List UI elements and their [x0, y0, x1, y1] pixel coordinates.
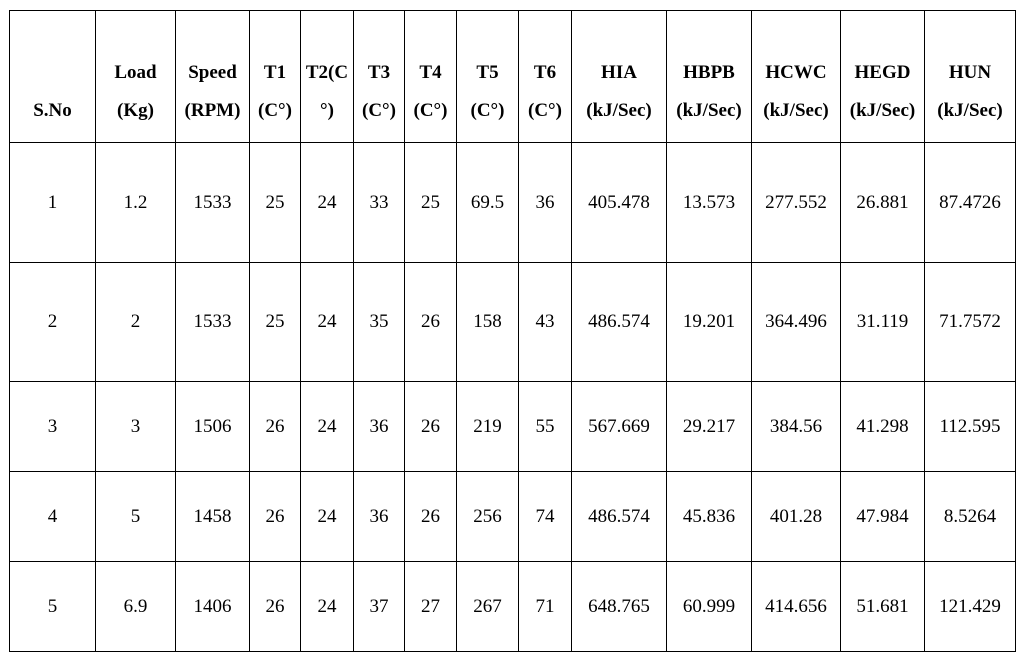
table-cell: 36 [354, 382, 405, 472]
table-cell: 36 [354, 472, 405, 562]
column-header-line-2: (RPM) [184, 100, 241, 121]
table-cell: 26 [250, 472, 301, 562]
table-cell: 25 [405, 143, 457, 263]
table-cell: 414.656 [752, 562, 841, 652]
table-row [10, 263, 1016, 382]
table-cell: 26 [405, 263, 457, 382]
column-header [354, 11, 405, 143]
table-cell: 8.5264 [925, 472, 1016, 562]
table-cell: 158 [457, 263, 519, 382]
column-header-line-2: (C°) [470, 100, 505, 121]
table-cell: 26 [250, 562, 301, 652]
table-cell: 3 [96, 382, 176, 472]
table-cell: 25 [250, 263, 301, 382]
table-cell: 1406 [176, 562, 250, 652]
column-header-line-2: (C°) [528, 100, 562, 121]
table-cell: 1533 [176, 143, 250, 263]
table-cell: 112.595 [925, 382, 1016, 472]
table-cell: 33 [354, 143, 405, 263]
column-header-line-1: T3 [367, 62, 391, 83]
column-header-line-2: (C°) [258, 100, 292, 121]
column-header [572, 11, 667, 143]
data-table [9, 10, 1016, 652]
table-cell: 5 [10, 562, 96, 652]
table-cell: 121.429 [925, 562, 1016, 652]
column-header [10, 11, 96, 143]
column-header [405, 11, 457, 143]
column-header [457, 11, 519, 143]
table-cell: 36 [519, 143, 572, 263]
table-cell: 43 [519, 263, 572, 382]
column-header [301, 11, 354, 143]
table-cell: 24 [301, 472, 354, 562]
column-header-line-1: Load [114, 62, 157, 83]
table-cell: 24 [301, 263, 354, 382]
table-row [10, 143, 1016, 263]
table-body [10, 143, 1016, 652]
table-cell: 19.201 [667, 263, 752, 382]
column-header-line-1: T1 [263, 62, 287, 83]
table-cell: 1 [10, 143, 96, 263]
column-header [250, 11, 301, 143]
table-cell: 74 [519, 472, 572, 562]
table-row [10, 472, 1016, 562]
table-cell: 51.681 [841, 562, 925, 652]
table-cell: 35 [354, 263, 405, 382]
column-header [752, 11, 841, 143]
table-cell: 219 [457, 382, 519, 472]
table-cell: 24 [301, 143, 354, 263]
table-cell: 256 [457, 472, 519, 562]
table-cell: 31.119 [841, 263, 925, 382]
column-header [841, 11, 925, 143]
table-cell: 364.496 [752, 263, 841, 382]
column-header-line-1: HEGD [854, 62, 911, 83]
column-header [96, 11, 176, 143]
table-cell: 71 [519, 562, 572, 652]
table-cell: 1533 [176, 263, 250, 382]
table-cell: 2 [96, 263, 176, 382]
table-cell: 71.7572 [925, 263, 1016, 382]
column-header-line-1: HBPB [683, 62, 735, 83]
column-header-line-1: HIA [601, 62, 637, 83]
column-header-line-2: (C°) [413, 100, 448, 121]
table-cell: 26.881 [841, 143, 925, 263]
column-header [667, 11, 752, 143]
table-cell: 384.56 [752, 382, 841, 472]
column-header-line-1 [10, 54, 95, 92]
table-cell: 2 [10, 263, 96, 382]
table-cell: 27 [405, 562, 457, 652]
table-cell: 55 [519, 382, 572, 472]
table-cell: 648.765 [572, 562, 667, 652]
column-header [519, 11, 572, 143]
column-header-line-2: S.No [33, 100, 72, 121]
header-row [10, 11, 1016, 143]
table-cell: 277.552 [752, 143, 841, 263]
column-header-line-1: HUN [948, 62, 992, 83]
table-cell: 486.574 [572, 472, 667, 562]
table-cell: 1458 [176, 472, 250, 562]
column-header-line-2: (kJ/Sec) [676, 100, 742, 121]
table-cell: 69.5 [457, 143, 519, 263]
column-header-line-2: °) [320, 100, 334, 121]
table-cell: 60.999 [667, 562, 752, 652]
column-header-line-2: (kJ/Sec) [849, 100, 916, 121]
column-header-line-2: (Kg) [117, 100, 154, 121]
table-cell: 267 [457, 562, 519, 652]
table-cell: 26 [250, 382, 301, 472]
table-cell: 41.298 [841, 382, 925, 472]
table-cell: 4 [10, 472, 96, 562]
table-cell: 47.984 [841, 472, 925, 562]
table-cell: 486.574 [572, 263, 667, 382]
column-header-line-1: Speed [188, 62, 237, 83]
column-header [925, 11, 1016, 143]
table-row [10, 382, 1016, 472]
table-cell: 5 [96, 472, 176, 562]
table-cell: 87.4726 [925, 143, 1016, 263]
column-header-line-2: (kJ/Sec) [937, 100, 1003, 121]
column-header-line-1: T6 [533, 62, 557, 83]
table-cell: 26 [405, 472, 457, 562]
column-header-line-1: HCWC [765, 62, 827, 83]
column-header-line-2: (kJ/Sec) [586, 100, 652, 121]
table-cell: 37 [354, 562, 405, 652]
column-header-line-2: (kJ/Sec) [763, 100, 829, 121]
table-cell: 3 [10, 382, 96, 472]
table-cell: 1506 [176, 382, 250, 472]
table-row [10, 562, 1016, 652]
table-cell: 401.28 [752, 472, 841, 562]
table-cell: 6.9 [96, 562, 176, 652]
table-cell: 29.217 [667, 382, 752, 472]
table-cell: 1.2 [96, 143, 176, 263]
column-header-line-1: T5 [476, 62, 499, 83]
column-header [176, 11, 250, 143]
column-header-line-1: T2(C [305, 62, 349, 83]
table-cell: 405.478 [572, 143, 667, 263]
table-cell: 13.573 [667, 143, 752, 263]
table-cell: 24 [301, 382, 354, 472]
table-cell: 567.669 [572, 382, 667, 472]
table-cell: 26 [405, 382, 457, 472]
table-cell: 25 [250, 143, 301, 263]
table-cell: 45.836 [667, 472, 752, 562]
table-cell: 24 [301, 562, 354, 652]
column-header-line-1: T4 [419, 62, 442, 83]
column-header-line-2: (C°) [362, 100, 396, 121]
